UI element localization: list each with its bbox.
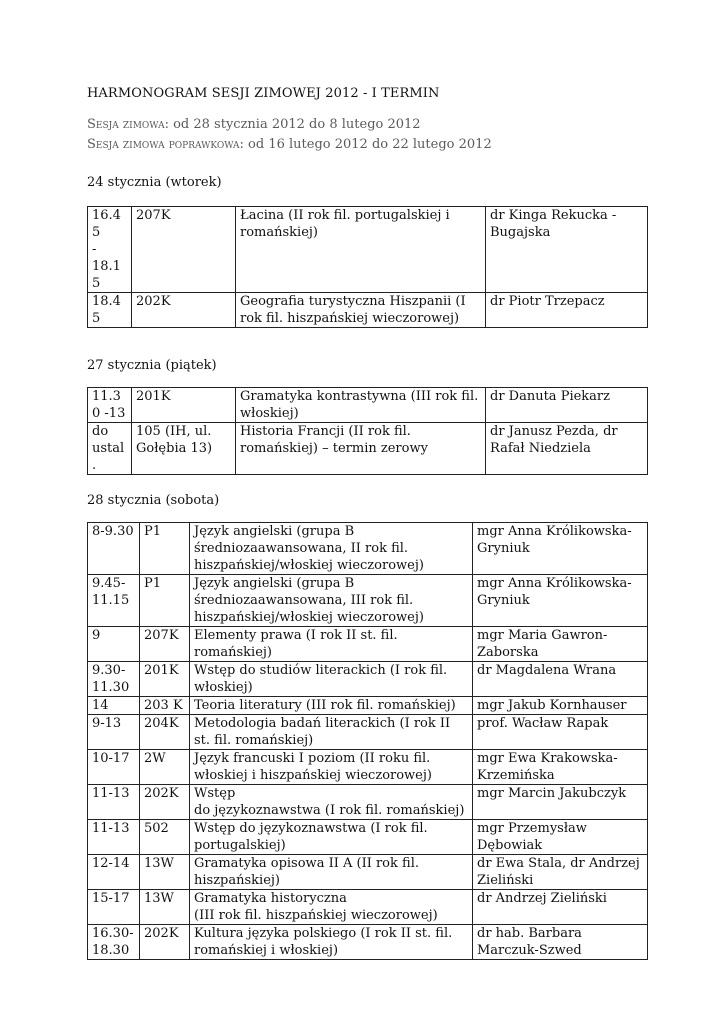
table-row [88,715,648,750]
session-dates: : od 28 stycznia 2012 do 8 lutego 2012 [164,117,421,132]
table-row [88,575,648,627]
teacher-cell: mgr Przemysław Dębowiak [473,820,648,855]
teacher-cell: dr Danuta Piekarz [486,388,648,423]
time-cell: 18.45 [88,293,132,328]
room-cell: 502 [140,820,190,855]
course-cell: Historia Francji (II rok fil. romańskiej) – termin zerowy [236,423,486,475]
room-cell: 201K [132,388,236,423]
room-cell: 202K [132,293,236,328]
teacher-cell: dr hab. Barbara Marczuk-Szwed [473,925,648,960]
teacher-cell: dr Kinga Rekucka - Bugajska [486,207,648,293]
day-heading: 28 stycznia (sobota) [87,493,220,508]
time-cell: 11.30 -13 [88,388,132,423]
schedule-table [87,206,648,328]
course-cell: Wstęp do językoznawstwa (I rok fil. portugalskiej) [190,820,473,855]
course-cell: Łacina (II rok fil. portugalskiej i romańskiej) [236,207,486,293]
day-heading: 24 stycznia (wtorek) [87,175,222,190]
course-cell: Język angielski (grupa B średniozaawansowana, III rok fil. hiszpańskiej/włoskiej wieczorowej) [190,575,473,627]
room-cell: 13W [140,855,190,890]
session-line-winter [87,115,647,135]
teacher-cell: mgr Marcin Jakubczyk [473,785,648,820]
course-cell: Gramatyka kontrastywna (III rok fil. włoskiej) [236,388,486,423]
course-cell: Gramatyka historyczna (III rok fil. hiszpańskiej wieczorowej) [190,890,473,925]
room-cell: 202K [140,925,190,960]
time-cell: 14 [88,697,140,715]
course-cell: Gramatyka opisowa II A (II rok fil. hiszpańskiej) [190,855,473,890]
course-cell: Metodologia badań literackich (I rok II st. fil. romańskiej) [190,715,473,750]
page-title: HARMONOGRAM SESJI ZIMOWEJ 2012 - I TERMIN [87,86,440,101]
course-cell: Język angielski (grupa B średniozaawansowana, II rok fil. hiszpańskiej/włoskiej wieczorowej) [190,523,473,575]
table-row [88,855,648,890]
session-label: Sesja zimowa poprawkowa [87,137,240,152]
course-cell: Geografia turystyczna Hiszpanii (I rok fil. hiszpańskiej wieczorowej) [236,293,486,328]
course-cell: Wstęp do studiów literackich (I rok fil. włoskiej) [190,662,473,697]
table-row [88,750,648,785]
time-cell: 10-17 [88,750,140,785]
table-row [88,785,648,820]
room-cell: 204K [140,715,190,750]
time-cell: 15-17 [88,890,140,925]
document-page [87,86,647,960]
teacher-cell: prof. Wacław Rapak [473,715,648,750]
course-cell: Elementy prawa (I rok II st. fil. romańskiej) [190,627,473,662]
session-dates: : od 16 lutego 2012 do 22 lutego 2012 [239,137,492,152]
table-row [88,523,648,575]
day-heading: 27 stycznia (piątek) [87,358,217,373]
teacher-cell: dr Andrzej Zieliński [473,890,648,925]
teacher-cell: mgr Jakub Kornhauser [473,697,648,715]
course-cell: Wstęp do językoznawstwa (I rok fil. romańskiej) [190,785,473,820]
time-cell: 12-14 [88,855,140,890]
teacher-cell: mgr Maria Gawron-Zaborska [473,627,648,662]
table-row [88,207,648,293]
time-cell: 9 [88,627,140,662]
room-cell: 2W [140,750,190,785]
room-cell: 207K [132,207,236,293]
room-cell: 201K [140,662,190,697]
session-line-retake [87,135,647,155]
time-cell: 9.30-11.30 [88,662,140,697]
time-cell: do ustal. [88,423,132,475]
schedule-table [87,387,648,475]
table-row [88,662,648,697]
time-cell: 11-13 [88,785,140,820]
table-row [88,925,648,960]
schedule-table [87,522,648,960]
time-cell: 9-13 [88,715,140,750]
teacher-cell: dr Janusz Pezda, dr Rafał Niedziela [486,423,648,475]
time-cell: 8-9.30 [88,523,140,575]
teacher-cell: dr Ewa Stala, dr Andrzej Zieliński [473,855,648,890]
table-row [88,423,648,475]
teacher-cell: mgr Anna Królikowska-Gryniuk [473,523,648,575]
table-row [88,293,648,328]
room-cell: 202K [140,785,190,820]
room-cell: 105 (IH, ul. Gołębia 13) [132,423,236,475]
course-cell: Kultura języka polskiego (I rok II st. fil. romańskiej i włoskiej) [190,925,473,960]
table-row [88,820,648,855]
teacher-cell: mgr Ewa Krakowska-Krzemińska [473,750,648,785]
time-cell: 11-13 [88,820,140,855]
teacher-cell: mgr Anna Królikowska-Gryniuk [473,575,648,627]
table-row [88,697,648,715]
room-cell: 203 K [140,697,190,715]
time-cell: 16.45 - 18.15 [88,207,132,293]
teacher-cell: dr Piotr Trzepacz [486,293,648,328]
table-row [88,627,648,662]
teacher-cell: dr Magdalena Wrana [473,662,648,697]
table-row [88,890,648,925]
room-cell: P1 [140,523,190,575]
time-cell: 9.45-11.15 [88,575,140,627]
session-label: Sesja zimowa [87,117,165,132]
course-cell: Teoria literatury (III rok fil. romańskiej) [190,697,473,715]
time-cell: 16.30-18.30 [88,925,140,960]
table-row [88,388,648,423]
room-cell: 207K [140,627,190,662]
course-cell: Język francuski I poziom (II roku fil. włoskiej i hiszpańskiej wieczorowej) [190,750,473,785]
room-cell: 13W [140,890,190,925]
room-cell: P1 [140,575,190,627]
